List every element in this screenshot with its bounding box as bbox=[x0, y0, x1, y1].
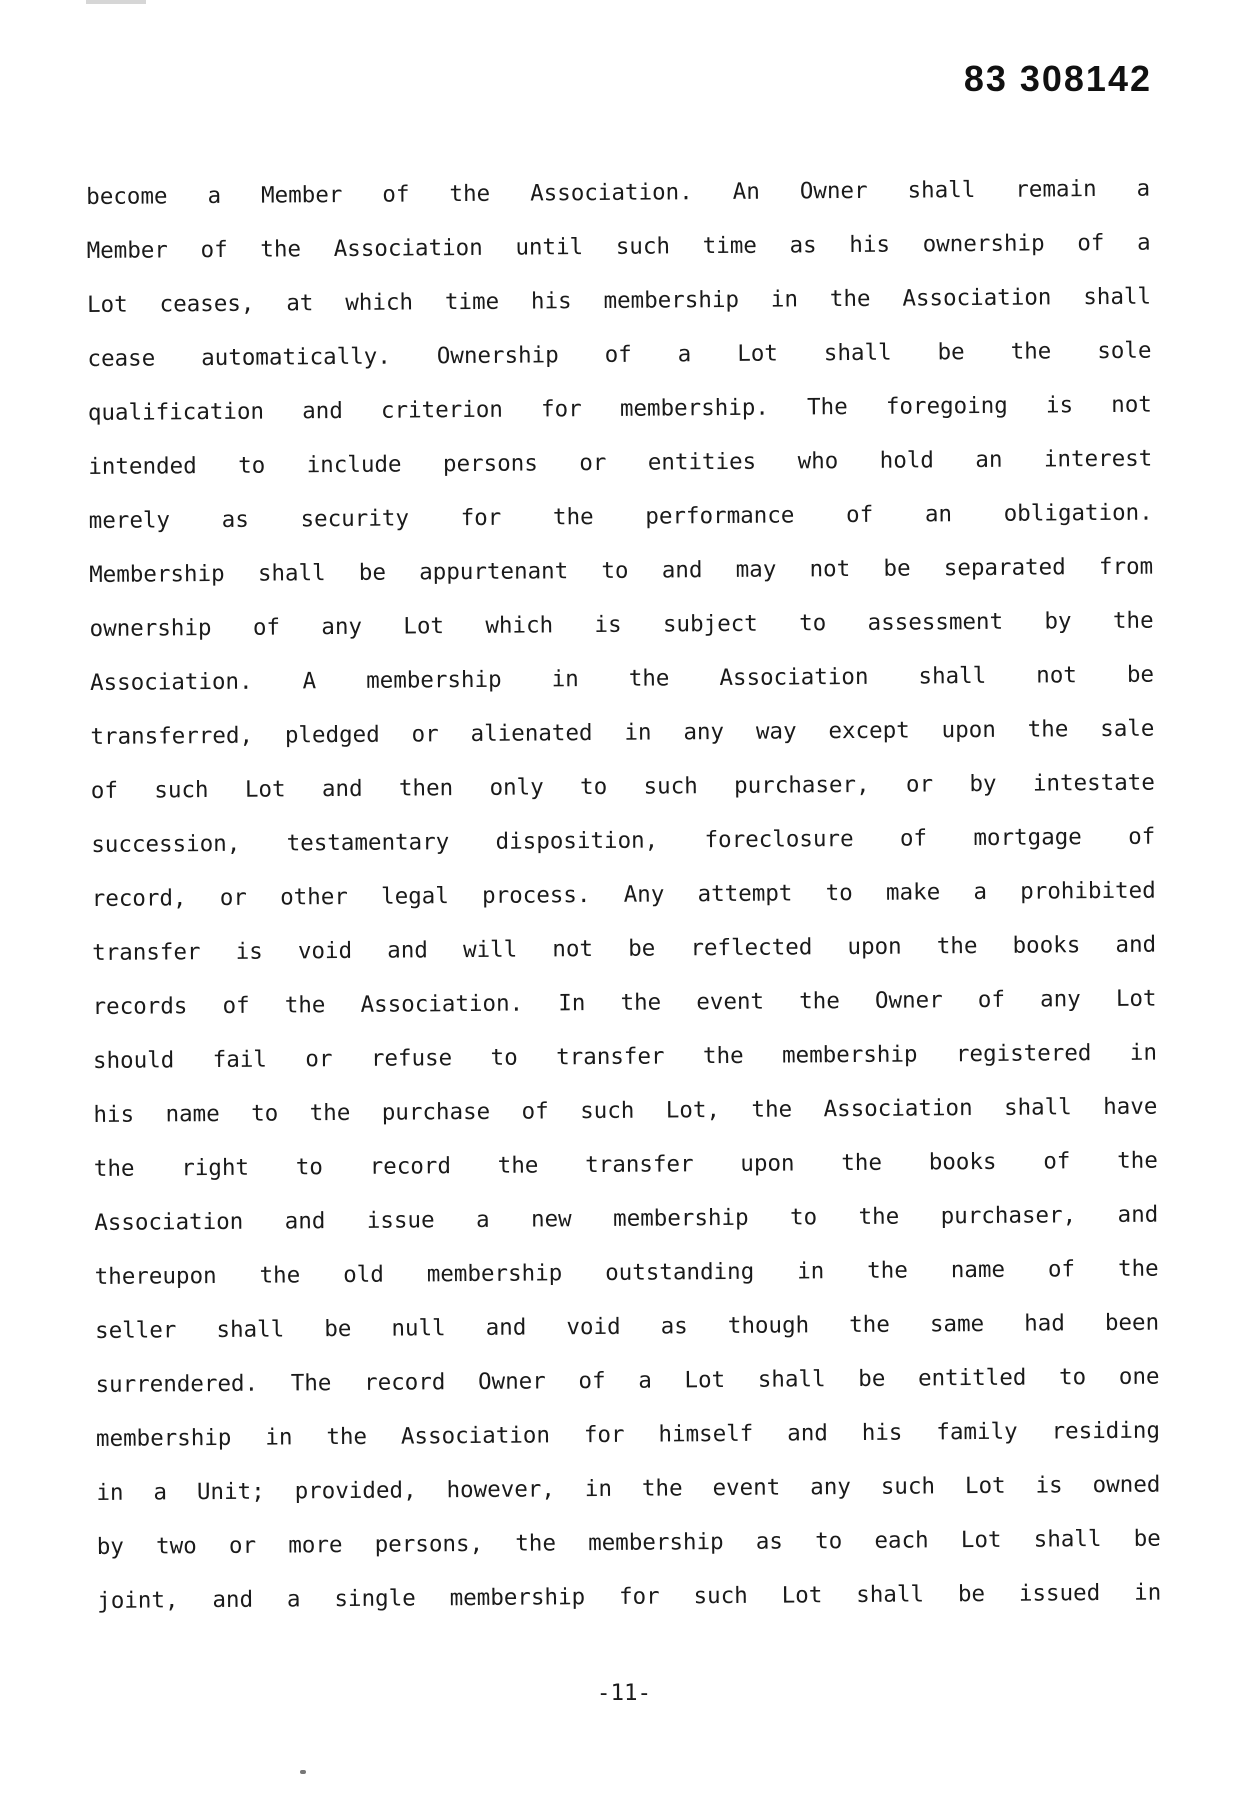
text-line: the right to record the transfer upon the books of the bbox=[93, 1147, 1158, 1182]
text-line: Member of the Association until such time as his ownership of a bbox=[86, 229, 1151, 264]
text-line: ownership of any Lot which is subject to assessment by the bbox=[89, 607, 1154, 642]
text-line: of such Lot and then only to such purchaser, or by intestate bbox=[90, 769, 1155, 804]
text-line: record, or other legal process. Any attempt to make a prohibited bbox=[91, 877, 1156, 912]
text-line: succession, testamentary disposition, foreclosure of mortgage of bbox=[91, 823, 1156, 858]
text-line: Membership shall be appurtenant to and may not be separated from bbox=[89, 553, 1154, 588]
text-line: joint, and a single membership for such Lot shall be issued in bbox=[97, 1579, 1162, 1614]
text-line: membership in the Association for himself and his family residing bbox=[95, 1417, 1161, 1452]
text-line: qualification and criterion for membership. The foregoing is not bbox=[87, 391, 1152, 426]
text-line: become a Member of the Association. An Owner shall remain a bbox=[86, 175, 1151, 210]
document-number: 83 308142 bbox=[963, 58, 1152, 99]
text-line: surrendered. The record Owner of a Lot shall be entitled to one bbox=[95, 1363, 1160, 1398]
page-number: -11- bbox=[596, 1680, 652, 1706]
text-line: merely as security for the performance of an obligation. bbox=[88, 499, 1153, 534]
text-line: Association. A membership in the Association shall not be bbox=[89, 661, 1155, 696]
text-line: Lot ceases, at which time his membership in the Association shall bbox=[86, 283, 1152, 318]
text-line: cease automatically. Ownership of a Lot shall be the sole bbox=[87, 337, 1152, 372]
text-line: transfer is void and will not be reflected upon the books and bbox=[92, 931, 1157, 966]
scan-artifact bbox=[86, 0, 146, 4]
text-line: his name to the purchase of such Lot, the Association shall have bbox=[93, 1093, 1158, 1128]
text-line: records of the Association. In the event the Owner of any Lot bbox=[92, 985, 1157, 1020]
text-line: transferred, pledged or alienated in any way except upon the sale bbox=[90, 715, 1155, 750]
text-line: seller shall be null and void as though the same had been bbox=[95, 1309, 1160, 1344]
text-line: thereupon the old membership outstanding in the name of the bbox=[94, 1255, 1159, 1290]
body-text bbox=[86, 162, 1161, 1628]
text-line: Association and issue a new membership to the purchaser, and bbox=[94, 1201, 1159, 1236]
scan-artifact bbox=[300, 1770, 306, 1774]
text-line: should fail or refuse to transfer the membership registered in bbox=[92, 1039, 1158, 1074]
text-line: intended to include persons or entities who hold an interest bbox=[88, 445, 1153, 480]
text-line: in a Unit; provided, however, in the event any such Lot is owned bbox=[96, 1471, 1161, 1506]
text-line: by two or more persons, the membership as to each Lot shall be bbox=[96, 1525, 1161, 1560]
